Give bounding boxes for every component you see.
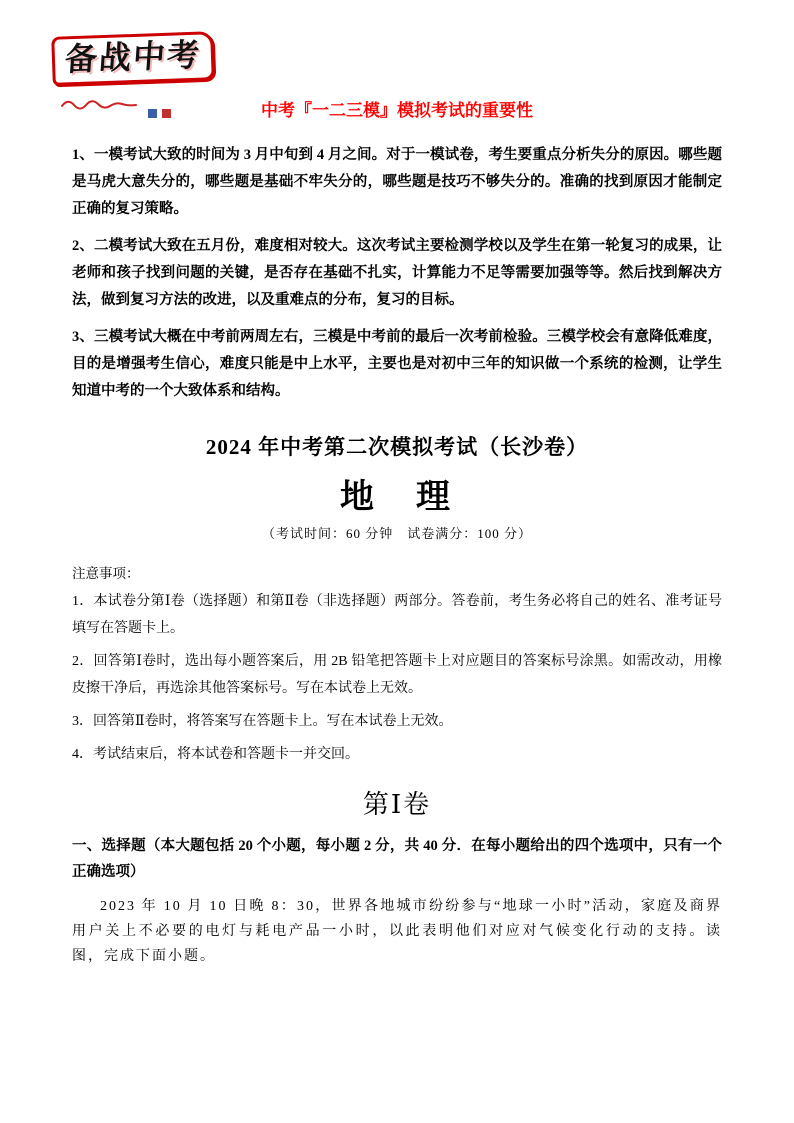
notice-heading: 注意事项： [72, 566, 140, 581]
question-passage: 2023 年 10 月 10 日晚 8：30，世界各地城市纷纷参与“地球一小时”活动，家庭及商界用户关上不必要的电灯与耗电产品一小时，以此表明他们对应对气候变化行动的支持。读图，完成下面小题。 [72, 899, 722, 964]
logo-slogan-script [60, 96, 140, 112]
exam-subject: 地 理 [340, 479, 454, 516]
section-1-title: 第Ⅰ卷 [362, 790, 432, 819]
logo-frame [51, 31, 215, 86]
intro-paragraph-3: 3、三模考试大概在中考前两周左右，三模是中考前的最后一次考前检验。三模学校会有意降低难度，目的是增强考生信心，难度只能是中上水平，主要也是对初中三年的知识做一个系统的检测，让学生知道中考的一个大致体系和结构。 [72, 329, 722, 399]
intro-paragraph-2: 2、二模考试大致在五月份，难度相对较大。这次考试主要检测学校以及学生在第一轮复习的成果，让老师和孩子找到问题的关键，是否存在基础不扎实，计算能力不足等需要加强等等。然后找到解决方法，做到复习方法的改进，以及重难点的分布，复习的目标。 [72, 238, 722, 308]
notice-item-1: 1．本试卷分第Ⅰ卷（选择题）和第Ⅱ卷（非选择题）两部分。答卷前，考生务必将自己的姓名、准考证号填写在答题卡上。 [72, 594, 722, 636]
notice-item-2: 2．回答第Ⅰ卷时，选出每小题答案后，用 2B 铅笔把答题卡上对应题目的答案标号涂黑。如需改动，用橡皮擦干净后，再选涂其他答案标号。写在本试卷上无效。 [72, 654, 722, 696]
logo-stamp-red-icon [162, 109, 171, 118]
exam-title: 2024 年中考第二次模拟考试（长沙卷） [205, 435, 589, 459]
logo-text: 备战中考 [63, 35, 203, 79]
intro-paragraph-1: 1、一模考试大致的时间为 3 月中旬到 4 月之间。对于一模试卷，考生要重点分析失分的原因。哪些题是马虎大意失分的，哪些题是基础不牢失分的，哪些题是技巧不够失分的。准确的找到原因才能制定正确的复习策略。 [72, 147, 722, 217]
exam-meta: （考试时间：60 分钟 试卷满分：100 分） [261, 526, 532, 541]
logo-stamp-blue-icon [148, 109, 157, 118]
logo [52, 34, 222, 122]
section-1-instruction: 一、选择题（本大题包括 20 个小题，每小题 2 分，共 40 分．在每小题给出的四个选项中，只有一个正确选项） [72, 838, 722, 880]
notice-item-4: 4．考试结束后，将本试卷和答题卡一并交回。 [72, 747, 359, 762]
page-title: 中考『一二三模』模拟考试的重要性 [261, 101, 533, 120]
notice-item-3: 3．回答第Ⅱ卷时，将答案写在答题卡上。写在本试卷上无效。 [72, 714, 453, 729]
